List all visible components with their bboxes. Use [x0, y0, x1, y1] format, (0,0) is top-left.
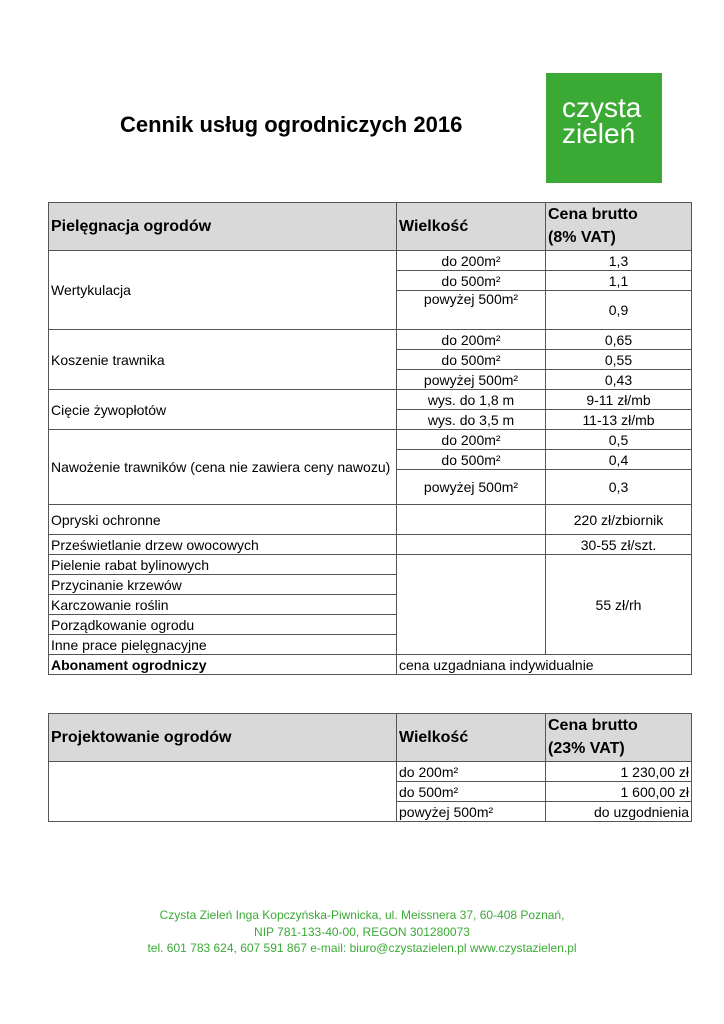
price-cell: 1 230,00 zł: [546, 762, 692, 782]
price-cell: 55 zł/rh: [546, 555, 692, 655]
size-cell: powyżej 500m²: [397, 370, 546, 390]
size-cell: do 200m²: [397, 251, 546, 271]
footer-address: Czysta Zieleń Inga Kopczyńska-Piwnicka, ul. Meissnera 37, 60-408 Poznań,: [159, 908, 565, 922]
size-cell: wys. do 1,8 m: [397, 390, 546, 410]
page-title: Cennik usług ogrodniczych 2016: [120, 112, 463, 137]
header-price-line-1: Cena brutto: [548, 717, 638, 734]
header-price-line-2: (23% VAT): [548, 740, 625, 757]
size-cell-empty: [397, 535, 546, 555]
size-cell: do 500m²: [397, 782, 546, 802]
size-cell: powyżej 500m²: [397, 470, 546, 505]
service-name: Karczowanie roślin: [49, 595, 397, 615]
size-cell: do 200m²: [397, 330, 546, 350]
size-cell: wys. do 3,5 m: [397, 410, 546, 430]
size-cell-empty: [397, 505, 546, 535]
price-cell: 220 zł/zbiornik: [546, 505, 692, 535]
size-cell: do 500m²: [397, 350, 546, 370]
price-cell: 0,5: [546, 430, 692, 450]
size-cell: do 200m²: [397, 762, 546, 782]
header-price-line-2: (8% VAT): [548, 229, 616, 246]
logo-line-2: zieleń: [562, 118, 636, 149]
table-row: [49, 430, 692, 450]
table-row: [49, 505, 692, 535]
price-cell: 0,3: [546, 470, 692, 505]
price-cell: 1,1: [546, 271, 692, 291]
table-row: [49, 655, 692, 675]
price-cell: 1,3: [546, 251, 692, 271]
table-row: [49, 330, 692, 350]
price-cell: 0,65: [546, 330, 692, 350]
service-name: Koszenie trawnika: [49, 330, 397, 390]
header-size: Wielkość: [397, 203, 546, 251]
size-cell: do 200m²: [397, 430, 546, 450]
table-row: [49, 535, 692, 555]
price-cell: 1 600,00 zł: [546, 782, 692, 802]
size-cell: powyżej 500m²: [397, 291, 546, 330]
price-cell: 11-13 zł/mb: [546, 410, 692, 430]
table-row: [49, 555, 692, 575]
price-cell: 30-55 zł/szt.: [546, 535, 692, 555]
service-name: Opryski ochronne: [49, 505, 397, 535]
service-name: Abonament ogrodniczy: [49, 655, 397, 675]
logo-line-1: czysta: [562, 92, 642, 123]
header-price: [546, 714, 692, 762]
service-name: Przycinanie krzewów: [49, 575, 397, 595]
header-service: Projektowanie ogrodów: [49, 714, 397, 762]
footer-contact: tel. 601 783 624, 607 591 867 e-mail: biuro@czystazielen.pl www.czystazielen.pl: [147, 941, 577, 955]
service-name: Pielenie rabat bylinowych: [49, 555, 397, 575]
service-name: Cięcie żywopłotów: [49, 390, 397, 430]
brand-logo: [546, 73, 662, 183]
table-row: [49, 762, 692, 782]
price-cell: 0,43: [546, 370, 692, 390]
service-name-empty: [49, 762, 397, 822]
size-cell: powyżej 500m²: [397, 802, 546, 822]
table-header-row: [49, 714, 692, 762]
header-price-line-1: Cena brutto: [548, 206, 638, 223]
table-row: [49, 251, 692, 271]
price-cell: 0,9: [546, 291, 692, 330]
footer-tax-ids: NIP 781-133-40-00, REGON 301280073: [254, 925, 470, 939]
service-name: Nawożenie trawników (cena nie zawiera ceny nawozu): [49, 430, 397, 505]
garden-care-price-table: [48, 202, 692, 675]
size-cell: do 500m²: [397, 450, 546, 470]
price-cell: 0,55: [546, 350, 692, 370]
service-name: Inne prace pielęgnacyjne: [49, 635, 397, 655]
table-row: [49, 390, 692, 410]
table-header-row: [49, 203, 692, 251]
header-size: Wielkość: [397, 714, 546, 762]
price-cell: 0,4: [546, 450, 692, 470]
price-cell: do uzgodnienia: [546, 802, 692, 822]
service-name: Wertykulacja: [49, 251, 397, 330]
price-cell: 9-11 zł/mb: [546, 390, 692, 410]
size-cell-empty: [397, 555, 546, 655]
service-name: Porządkowanie ogrodu: [49, 615, 397, 635]
size-cell: do 500m²: [397, 271, 546, 291]
garden-design-price-table: [48, 713, 692, 822]
header-price: [546, 203, 692, 251]
header-service: Pielęgnacja ogrodów: [49, 203, 397, 251]
abonament-note: cena uzgadniana indywidualnie: [397, 655, 692, 675]
service-name: Prześwietlanie drzew owocowych: [49, 535, 397, 555]
